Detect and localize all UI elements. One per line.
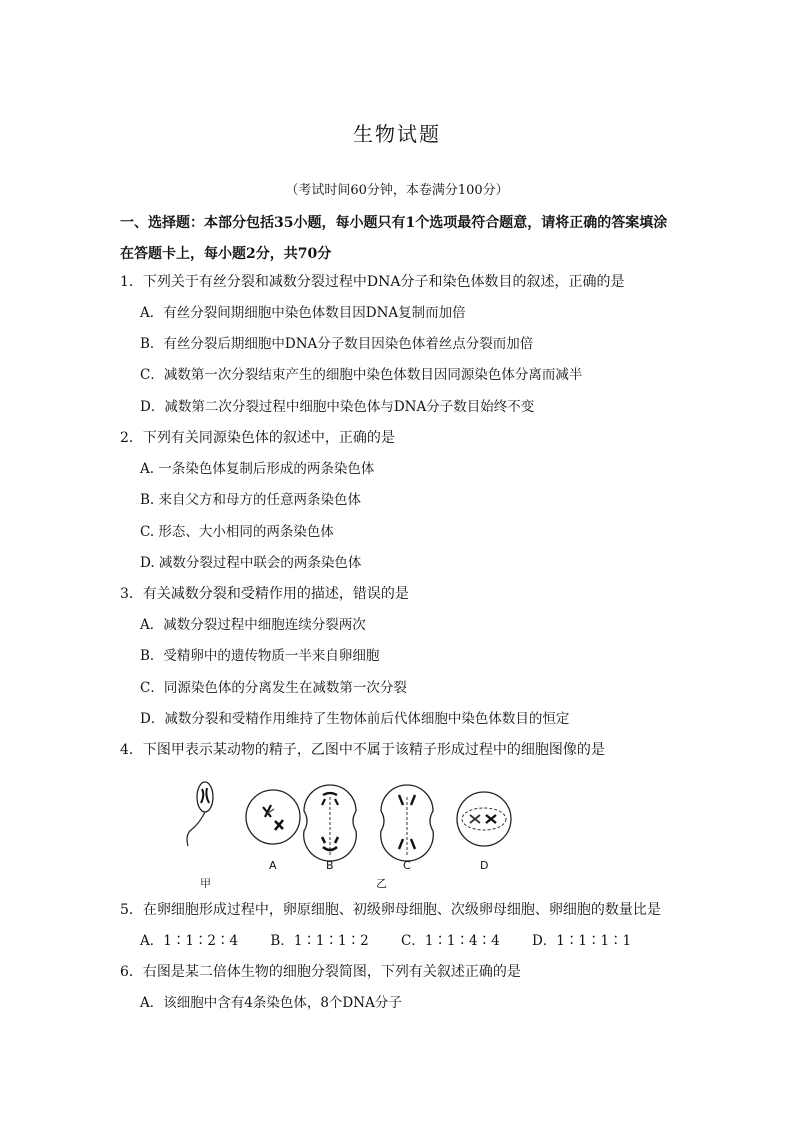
sperm-cell-jia: [187, 782, 213, 846]
question-5-options: [140, 931, 659, 951]
question-3-option-a: A．减数分裂过程中细胞连续分裂两次: [140, 617, 366, 633]
section-heading: 一、选择题：本部分包括35小题，每小题只有1个选项最符合题意，请将正确的答案填涂在答题卡上，每小题2分，共70分: [120, 215, 668, 262]
figure-label-a: A: [269, 859, 277, 872]
question-2-option-b: B. 来自父方和母方的任意两条染色体: [140, 492, 362, 508]
cell-division-diagram: [180, 775, 520, 893]
question-1-stem: 1．下列关于有丝分裂和减数分裂过程中DNA分子和染色体数目的叙述，正确的是: [120, 274, 625, 290]
figure-label-c: C: [403, 859, 411, 872]
question-2-option-c: C. 形态、大小相同的两条染色体: [140, 524, 334, 540]
question-3-option-c: C．同源染色体的分离发生在减数第一次分裂: [140, 680, 407, 696]
figure-label-jia: 甲: [200, 877, 211, 890]
figure-label-yi: 乙: [376, 877, 387, 890]
question-3-stem: 3．有关减数分裂和受精作用的描述，错误的是: [120, 586, 409, 602]
cell-c: [381, 785, 434, 861]
cell-a: [246, 790, 300, 844]
question-4-stem: 4．下图甲表示某动物的精子，乙图中不属于该精子形成过程中的细胞图像的是: [120, 742, 605, 758]
question-6-option-a: A．该细胞中含有4条染色体，8个DNA分子: [140, 995, 402, 1011]
question-3-option-b: B．受精卵中的遗传物质一半来自卵细胞: [140, 648, 380, 664]
question-5-option-d: D．1∶1∶1∶1: [531, 933, 632, 949]
figure-label-d: D: [480, 859, 489, 872]
question-1-option-a: A．有丝分裂间期细胞中染色体数目因DNA复制而加倍: [140, 305, 466, 321]
question-5-option-c: C．1∶1∶4∶4: [400, 933, 500, 949]
question-5-option-b: B．1∶1∶1∶2: [270, 933, 369, 949]
figure-label-b: B: [326, 859, 334, 872]
cell-division-figure: [180, 775, 520, 893]
exam-note: （考试时间60分钟，本卷满分100分）: [285, 183, 509, 198]
question-5-option-a: A．1∶1∶2∶4: [140, 933, 239, 949]
question-1-option-b: B．有丝分裂后期细胞中DNA分子数目因染色体着丝点分裂而加倍: [140, 336, 534, 352]
question-6-stem: 6．右图是某二倍体生物的细胞分裂简图，下列有关叙述正确的是: [120, 964, 521, 980]
question-2-option-a: A. 一条染色体复制后形成的两条染色体: [140, 461, 375, 477]
question-2-stem: 2．下列有关同源染色体的叙述中，正确的是: [120, 430, 395, 446]
cell-b: [304, 785, 357, 861]
question-5-stem: 5．在卵细胞形成过程中，卵原细胞、初级卵母细胞、次级卵母细胞、卵细胞的数量比是: [120, 902, 661, 918]
exam-title: 生物试题: [353, 122, 441, 146]
question-3-option-d: D．减数分裂和受精作用维持了生物体前后代体细胞中染色体数目的恒定: [140, 711, 570, 727]
question-1-option-c: C．减数第一次分裂结束产生的细胞中染色体数目因同源染色体分离而减半: [140, 367, 583, 383]
cell-d: [457, 792, 511, 846]
question-2-option-d: D. 减数分裂过程中联会的两条染色体: [140, 555, 362, 571]
question-1-option-d: D．减数第二次分裂过程中细胞中染色体与DNA分子数目始终不变: [140, 399, 535, 415]
